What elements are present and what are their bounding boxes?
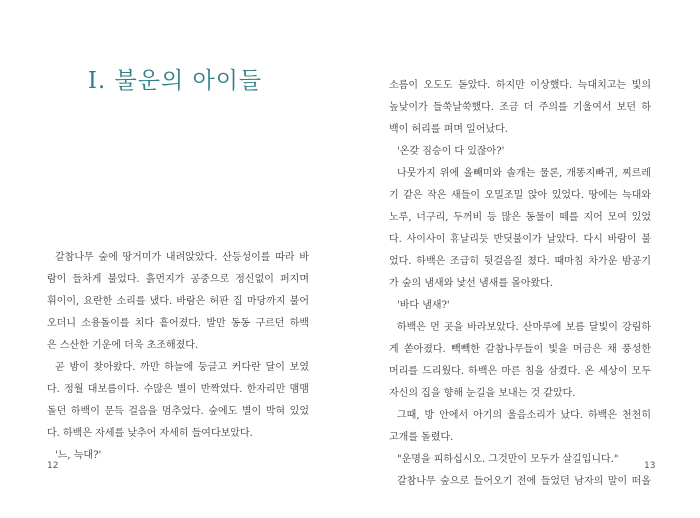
text-line: 하백은 먼 곳을 바라보았다. 산마루에 보름 달빛이 강림하: [397, 322, 651, 333]
text-line: 은 스산한 기운에 더욱 초조해졌다.: [47, 340, 199, 351]
text-line: '느, 늑대?': [55, 450, 102, 461]
text-line: 게 쏟아졌다. 빽빽한 갈참나무들이 빛을 머금은 채 풍성한: [389, 344, 651, 355]
text-line: 다. 하백은 자세를 낮추어 자세히 들여다보았다.: [47, 428, 253, 439]
text-line: 고개를 돌렸다.: [389, 432, 454, 443]
text-line: 휘이이, 요란한 소리를 냈다. 바람은 허판 집 마당까지 불어: [47, 296, 309, 307]
text-line: '바다 냄새?': [397, 300, 450, 311]
text-line: 머리를 드리웠다. 하백은 마른 침을 삼켰다. 온 세상이 모두: [389, 366, 651, 377]
text-line: 다. 사이사이 휴날리듯 반딧불이가 날았다. 다시 바람이 불: [389, 234, 651, 245]
text-line: 기 같은 작은 새들이 오밀조밀 앉아 있었다. 땅에는 늑대와: [389, 190, 651, 201]
right-body-text: [389, 75, 651, 493]
right-page: [350, 0, 700, 518]
text-line: "운명을 피하십시오. 그것만이 모두가 살길입니다.": [397, 454, 619, 465]
text-line: 갈참나무 숲에 땅거미가 내려앉았다. 산등성이를 따라 바: [55, 252, 309, 263]
text-line: 높낮이가 들쑥날쑥했다. 조금 더 주의를 기울여서 보던 하: [389, 102, 651, 113]
left-body-text: [47, 247, 309, 467]
text-line: 소름이 오도도 돋았다. 하지만 이상했다. 늑대치고는 빛의: [389, 80, 651, 91]
text-line: 자신의 집을 향해 눈길을 보내는 것 같았다.: [389, 388, 576, 399]
page-number: 12: [47, 461, 59, 471]
text-line: 돌던 하백이 문득 걸음을 멈추었다. 숲에도 별이 박혀 있었: [47, 406, 309, 417]
text-line: 오더니 소용돌이를 치다 흩어졌다. 발만 동동 구르던 하백: [47, 318, 309, 329]
chapter-title: I. 불운의 아이들: [87, 68, 263, 94]
text-line: '온갖 짐승이 다 있잖아?': [397, 146, 505, 157]
page-number: 13: [644, 461, 656, 471]
text-line: 다. 정월 대보름이다. 수많은 별이 반짝였다. 한자리만 맴맴: [47, 384, 309, 395]
text-line: 곧 밤이 찾아왔다. 까만 하늘에 둥글고 커다란 달이 보였: [55, 362, 309, 373]
text-line: 가 숲의 냄새와 낯선 냄새를 몰아왔다.: [389, 278, 553, 289]
text-line: 백이 허리를 펴며 일어났다.: [389, 124, 508, 135]
text-line: 노루, 너구리, 두꺼비 등 많은 동물이 떼를 지어 모여 있었: [389, 212, 651, 223]
text-line: 그때, 방 안에서 아기의 울음소리가 났다. 하백은 천천히: [397, 410, 651, 421]
text-line: 었다. 하백은 조급히 뒷걸음질 쳤다. 때마침 차가운 밤공기: [389, 256, 651, 267]
text-line: 갈참나무 숲으로 들어오기 전에 들었던 남자의 말이 떠올: [397, 476, 651, 487]
text-line: 람이 들차게 불었다. 흙먼지가 공중으로 정신없이 퍼지며: [47, 274, 309, 285]
text-line: 나뭇가지 위에 올빼미와 솔개는 물론, 개똥지빠귀, 찌르레: [397, 168, 651, 179]
